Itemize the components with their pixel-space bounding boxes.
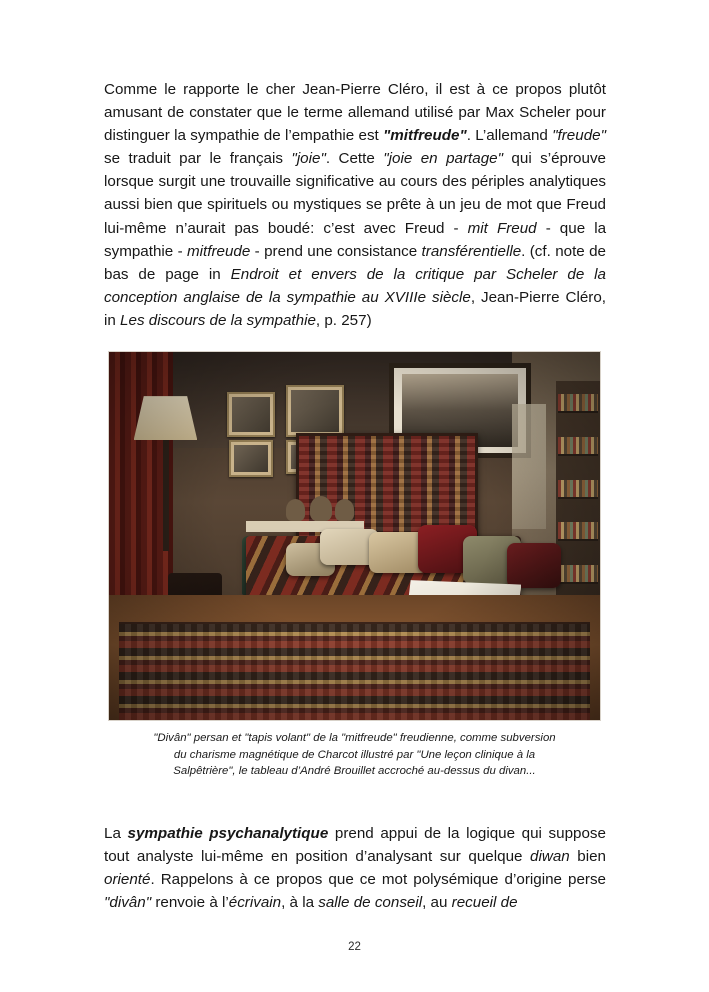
text-run: bien	[569, 848, 606, 866]
text-run: "divân"	[104, 894, 152, 912]
text-run: transférentielle	[421, 242, 522, 260]
text-run: renvoie à l’	[151, 894, 229, 912]
text-run: Les discours de la sympathie	[120, 311, 316, 329]
page-number: 22	[348, 941, 361, 953]
body-text-top	[104, 78, 606, 332]
text-run: diwan	[530, 848, 570, 866]
photo-vignette	[109, 352, 600, 720]
text-run: mitfreude	[187, 242, 251, 260]
text-run: écrivain	[228, 894, 282, 912]
paragraph-1	[104, 78, 606, 332]
text-run: . Rappelons à ce propos que ce mot polysémique d’origine perse	[150, 871, 606, 889]
text-run: recueil de	[451, 894, 518, 912]
caption-line: Salpêtrière", le tableau d’André Brouillet accroché au-dessus du divan...	[173, 765, 536, 778]
text-run: . (cf. note de bas de page in	[104, 242, 607, 283]
text-run: se traduit par le français	[104, 150, 292, 168]
caption-line: "Divân" persan et "tapis volant" de la "mitfreude" freudienne, comme subversion	[153, 732, 556, 744]
text-run: "joie"	[291, 150, 326, 168]
paragraph-2	[104, 822, 606, 914]
figure-caption	[108, 730, 601, 780]
figure-image-freud-divan	[108, 351, 601, 721]
text-run: "mitfreude"	[383, 127, 467, 145]
text-run: qui s’éprouve lorsque surgit une trouvaille significative au cours des périples analytiques aussi bien que spirituels ou mystiques se prête à un jeu de mot que Freud lui-même n’aurait pas boudé: c’est avec Freud -	[104, 150, 606, 237]
text-run: sympathie psychanalytique	[127, 825, 329, 842]
text-run: Comme le rapporte le cher Jean-Pierre Cléro, il est à ce propos plutôt amusant de constater que le terme allemand utilisé par Max Scheler pour distinguer la sympathie de l’empathie est	[104, 81, 606, 145]
text-run: - prend une consistance	[250, 242, 422, 260]
text-run: Endroit et envers de la critique par Scheler de la conception anglaise de la sympathie au XVIIIe siècle	[104, 265, 606, 306]
text-run: La	[104, 825, 128, 842]
text-run: . Cette	[325, 150, 384, 168]
text-run: , p. 257)	[315, 311, 372, 329]
text-run: "joie en partage"	[383, 150, 503, 168]
text-run: mit Freud	[467, 219, 537, 237]
caption-line: du charisme magnétique de Charcot illustré par "Une leçon clinique à la	[173, 748, 536, 761]
figure-block	[108, 351, 601, 780]
body-text-bottom	[104, 822, 606, 914]
text-run: , au	[422, 894, 452, 912]
text-run: salle de conseil	[318, 894, 423, 912]
text-run: orienté	[104, 871, 151, 889]
text-run: - que la sympathie -	[104, 219, 607, 260]
text-run: prend appui de la logique qui suppose tout analyste lui-même en position d’analysant sur quelque	[104, 825, 606, 866]
text-run: . L’allemand	[466, 127, 553, 145]
text-run: , Jean-Pierre Cléro, in	[104, 288, 606, 329]
text-run: "freude"	[552, 127, 606, 145]
text-run: , à la	[281, 894, 319, 912]
